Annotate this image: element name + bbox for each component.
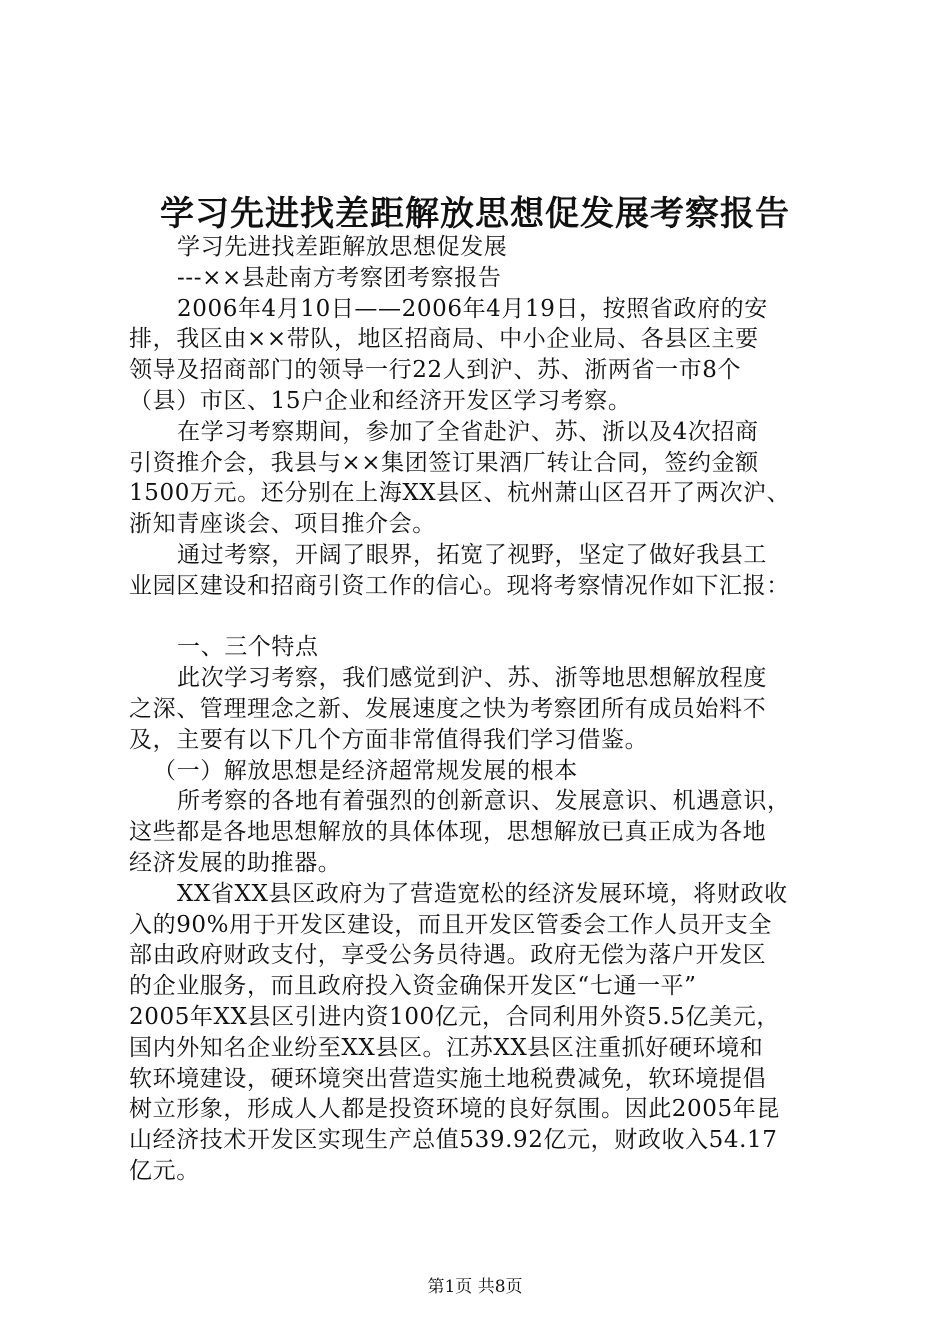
subtitle-line: 学习先进找差距解放思想促发展 xyxy=(177,234,508,260)
paragraph-line: 及，主要有以下几个方面非常值得我们学习借鉴。 xyxy=(129,726,649,753)
paragraph-line: 2006年4月10日——2006年4月19日，按照省政府的安 xyxy=(177,295,768,322)
paragraph-line: XX省XX县区政府为了营造宽松的经济发展环境，将财政收 xyxy=(177,880,788,907)
page-footer: 第1页 共8页 xyxy=(427,1277,523,1297)
paragraph-line: 这些都是各地思想解放的具体体现，思想解放已真正成为各地 xyxy=(129,819,767,846)
section-heading: 一、三个特点 xyxy=(177,634,319,661)
paragraph-line: 山经济技术开发区实现生产总值539.92亿元，财政收入54.17 xyxy=(129,1127,778,1154)
paragraph-line: 软环境建设，硬环境突出营造实施土地税费减免，软环境提倡 xyxy=(129,1065,767,1092)
blank-line xyxy=(129,602,829,633)
subtitle-line: ---××县赴南方考察团考察报告 xyxy=(177,264,502,291)
paragraph-line: 2005年XX县区引进内资100亿元，合同利用外资5.5亿美元， xyxy=(129,1003,780,1030)
paragraph-line: 所考察的各地有着强烈的创新意识、发展意识、机遇意识， xyxy=(177,788,791,815)
paragraph-line: 浙知青座谈会、项目推介会。 xyxy=(129,511,436,538)
page-title: 学习先进找差距解放思想促发展考察报告 xyxy=(160,194,790,234)
paragraph-line: 业园区建设和招商引资工作的信心。现将考察情况作如下汇报： xyxy=(129,572,790,599)
paragraph-line: 引资推介会，我县与××集团签订果酒厂转让合同，签约金额 xyxy=(129,449,759,476)
paragraph-line: （县）市区、15户企业和经济开发区学习考察。 xyxy=(129,387,632,414)
paragraph-line: 通过考察，开阔了眼界，拓宽了视野，坚定了做好我县工 xyxy=(177,541,767,568)
paragraph-line: 经济发展的助推器。 xyxy=(129,849,342,876)
paragraph-line: 1500万元。还分别在上海XX县区、杭州萧山区召开了两次沪、 xyxy=(129,480,791,507)
paragraph-line: 在学习考察期间，参加了全省赴沪、苏、浙以及4次招商 xyxy=(177,418,759,445)
paragraph-line: 入的90%用于开发区建设，而且开发区管委会工作人员开支全 xyxy=(129,911,772,938)
paragraph-line: 排，我区由××带队，地区招商局、中小企业局、各县区主要 xyxy=(129,326,759,353)
paragraph-line: 之深、管理理念之新、发展速度之快为考察团所有成员始料不 xyxy=(129,695,767,722)
paragraph-line: 国内外知名企业纷至XX县区。江苏XX县区注重抓好硬环境和 xyxy=(129,1034,764,1061)
subsection-heading: （一）解放思想是经济超常规发展的根本 xyxy=(153,757,578,784)
paragraph-line: 的企业服务，而且政府投入资金确保开发区“七通一平” xyxy=(129,973,697,1000)
paragraph-line: 领导及招商部门的领导一行22人到沪、苏、浙两省一市8个 xyxy=(129,357,742,384)
paragraph-line: 部由政府财政支付，享受公务员待遇。政府无偿为落户开发区 xyxy=(129,942,767,969)
document-body xyxy=(129,232,829,1187)
paragraph-line: 此次学习考察，我们感觉到沪、苏、浙等地思想解放程度 xyxy=(177,665,767,692)
paragraph-line: 树立形象，形成人人都是投资环境的良好氛围。因此2005年昆 xyxy=(129,1096,780,1123)
paragraph-line: 亿元。 xyxy=(129,1157,200,1184)
